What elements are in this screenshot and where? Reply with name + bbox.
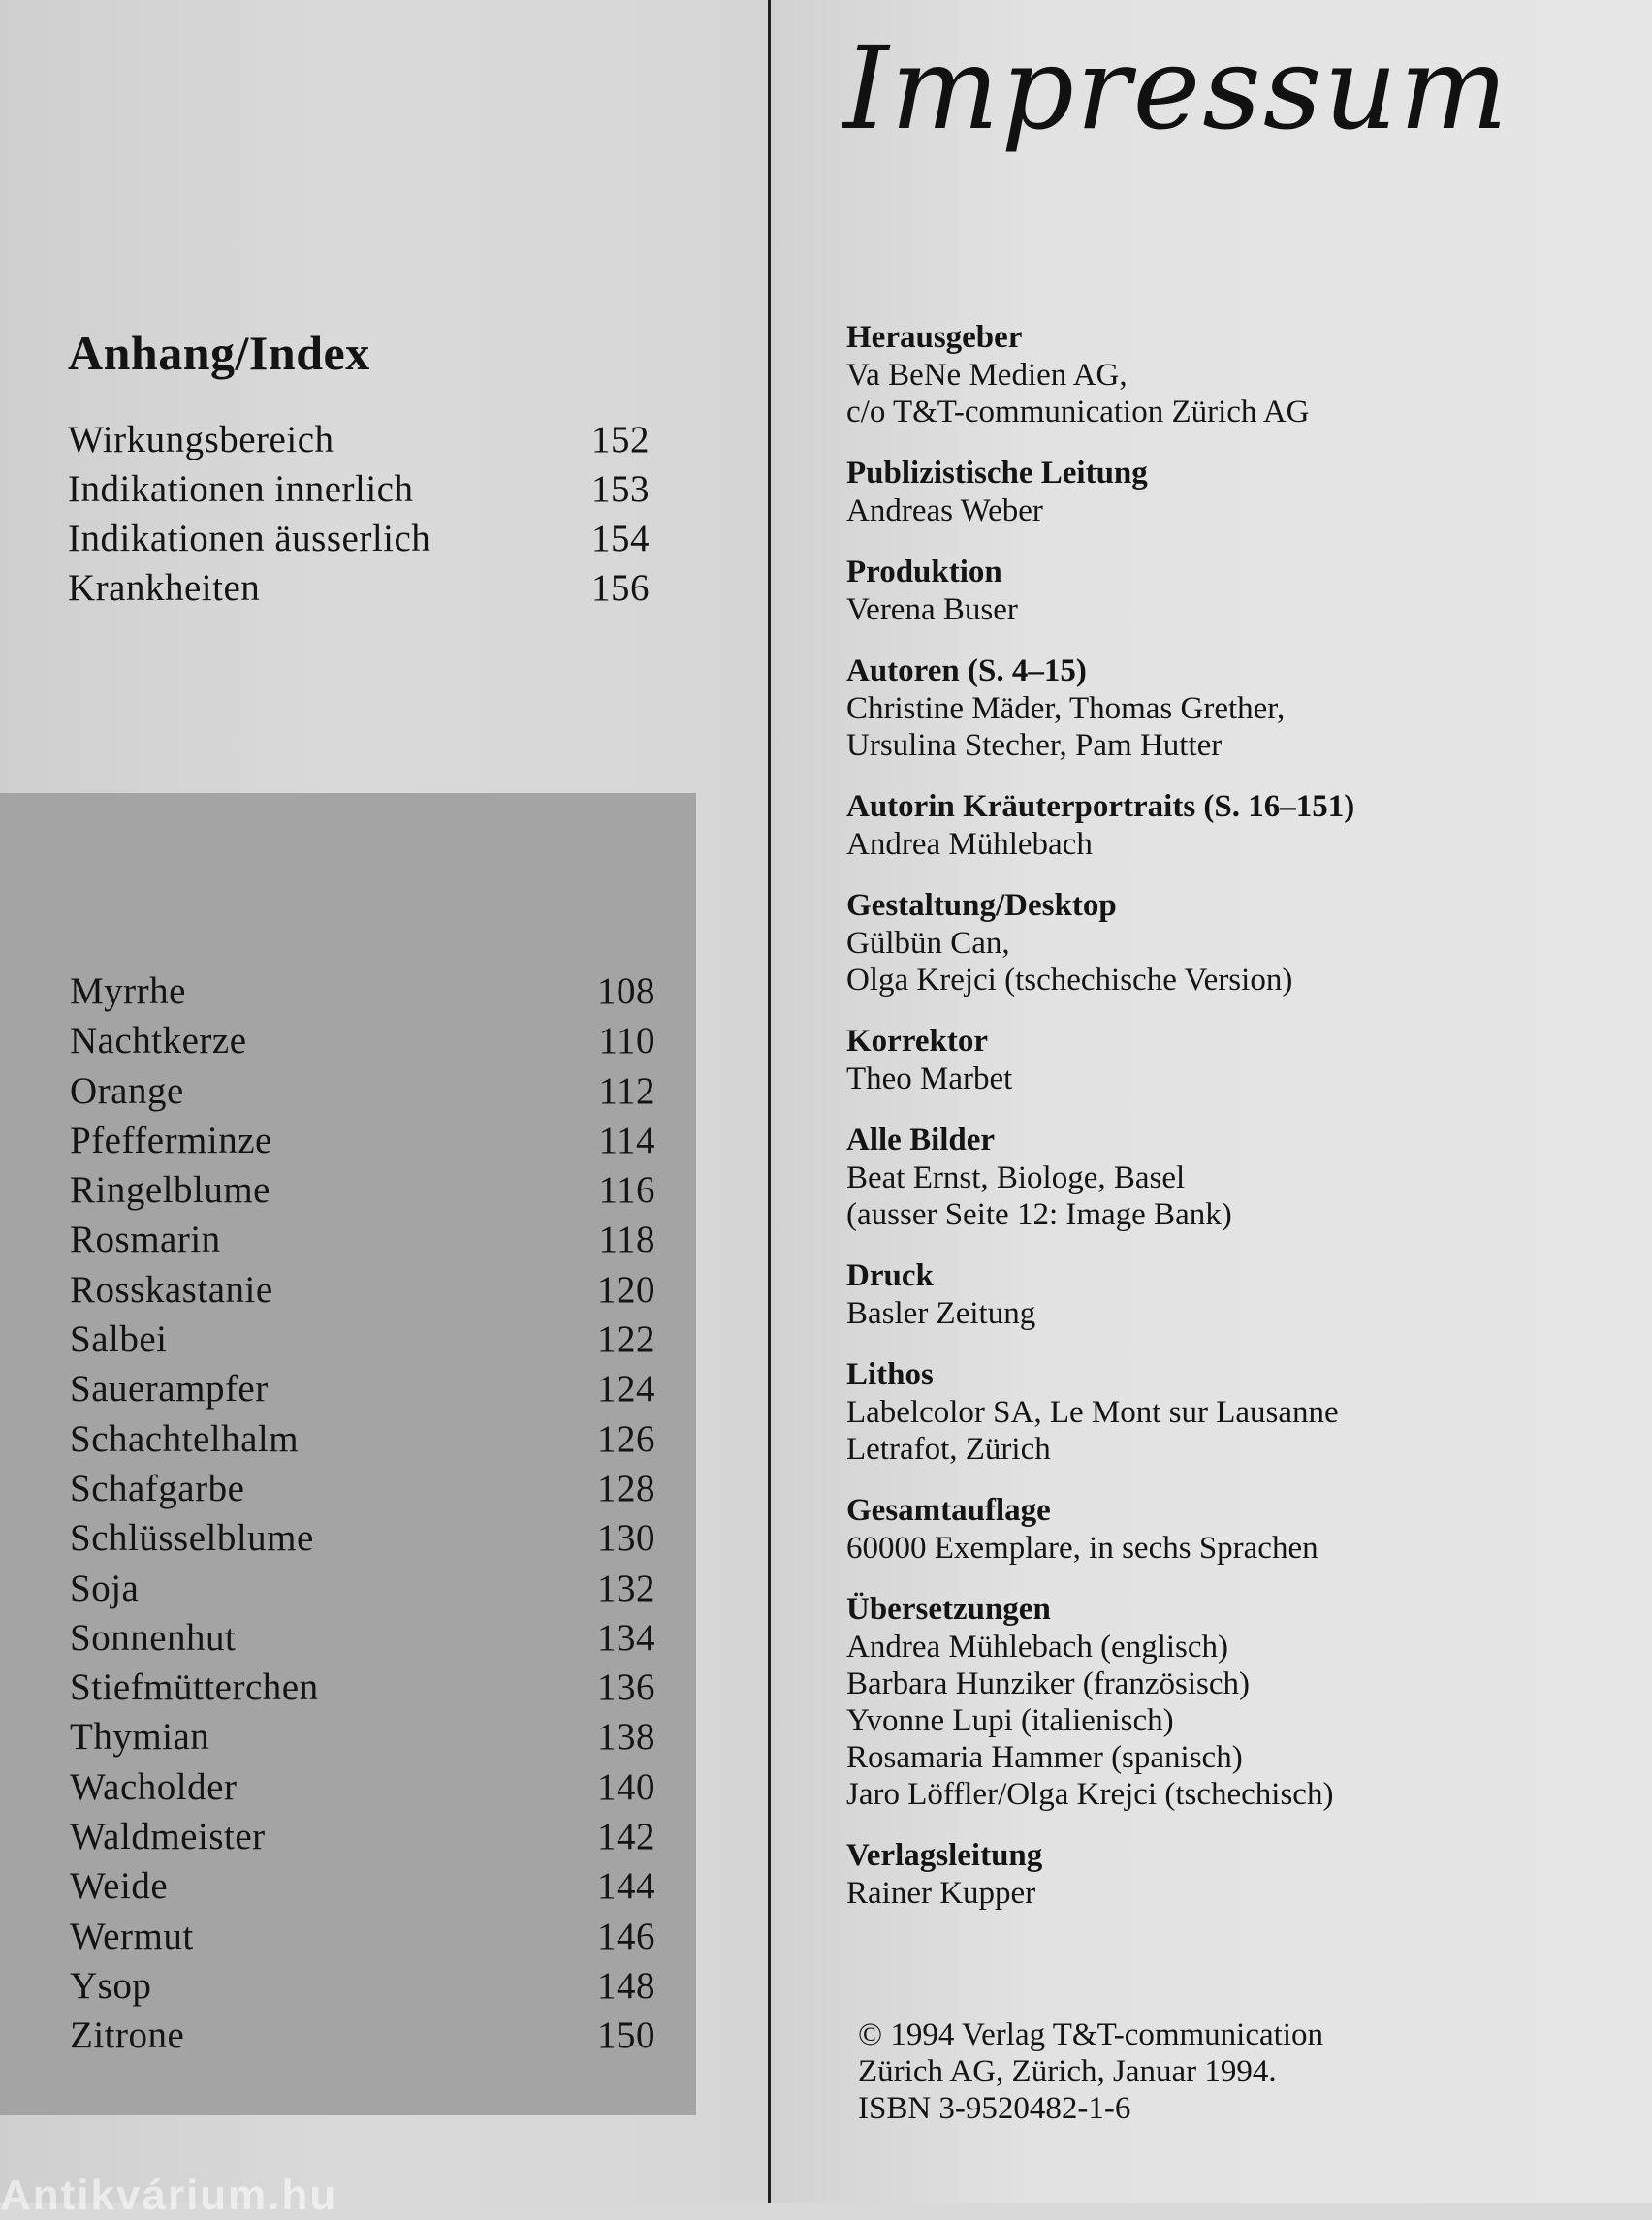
impressum-section	[846, 787, 1525, 863]
herb-index-entry	[70, 1613, 655, 1663]
impressum-section	[846, 1590, 1525, 1813]
herb-page-number: 114	[598, 1119, 655, 1161]
impressum-section-line: Yvonne Lupi (italienisch)	[846, 1703, 1174, 1738]
impressum-section	[846, 1355, 1525, 1468]
copyright-line: Zürich AG, Zürich, Januar 1994.	[858, 2054, 1277, 2089]
impressum-section-line: Letrafot, Zürich	[846, 1432, 1051, 1467]
herb-page-number: 126	[597, 1417, 655, 1460]
impressum-section-heading: Produktion	[846, 555, 1002, 589]
herb-index-entry	[70, 1016, 655, 1065]
herb-index-entry	[70, 1961, 655, 2011]
anhang-index-heading: Anhang/Index	[68, 326, 370, 380]
herb-index-entry	[70, 1414, 655, 1464]
impressum-section-heading: Druck	[846, 1258, 934, 1293]
copyright-line: © 1994 Verlag T&T-communication	[858, 2017, 1323, 2052]
herb-page-number: 148	[597, 1964, 655, 2007]
herb-index-entry	[70, 1513, 655, 1563]
herb-name: Sonnenhut	[70, 1616, 237, 1659]
impressum-section-line: Beat Ernst, Biologe, Basel	[846, 1160, 1186, 1195]
impressum-section-heading: Herausgeber	[846, 320, 1023, 355]
impressum-section-line: Verena Buser	[846, 592, 1018, 627]
index-entry-label: Indikationen äusserlich	[68, 518, 431, 559]
impressum-credits	[846, 318, 1525, 1935]
impressum-section-line: Labelcolor SA, Le Mont sur Lausanne	[846, 1395, 1339, 1430]
impressum-section-heading: Gestaltung/Desktop	[846, 888, 1117, 923]
index-entry	[68, 415, 650, 464]
impressum-section-line: Jaro Löffler/Olga Krejci (tschechisch)	[846, 1777, 1334, 1812]
herb-index-entry	[70, 1464, 655, 1513]
index-entry-label: Krankheiten	[68, 567, 261, 609]
herb-index-entry	[70, 1315, 655, 1364]
impressum-section-line: Barbara Hunziker (französisch)	[846, 1666, 1250, 1701]
herb-index-entry	[70, 1564, 655, 1613]
herb-page-number: 140	[597, 1765, 655, 1808]
herb-name: Pfefferminze	[70, 1119, 272, 1161]
index-entry-page: 156	[591, 567, 650, 609]
impressum-section	[846, 886, 1525, 999]
impressum-section-line: Andrea Mühlebach	[846, 827, 1093, 862]
herb-page-number: 124	[597, 1368, 655, 1411]
impressum-section-line: Andreas Weber	[846, 493, 1043, 528]
herb-name: Schafgarbe	[70, 1467, 245, 1509]
impressum-section-heading: Korrektor	[846, 1024, 989, 1059]
herb-name: Sauerampfer	[70, 1368, 269, 1411]
herb-index-entry	[70, 1165, 655, 1215]
impressum-section-line: c/o T&T-communication Zürich AG	[846, 395, 1310, 429]
herb-index-entry	[70, 1215, 655, 1264]
index-entry-page: 152	[591, 419, 650, 460]
herb-index-entry	[70, 967, 655, 1016]
herb-index-entry	[70, 1364, 655, 1413]
index-entry	[68, 514, 650, 563]
herb-name: Weide	[70, 1865, 169, 1908]
impressum-section-line: Va BeNe Medien AG,	[846, 358, 1128, 393]
herb-page-number: 138	[597, 1716, 655, 1759]
herb-name: Nachtkerze	[70, 1020, 247, 1062]
herb-index-entry	[70, 1912, 655, 1961]
herb-name: Rosskastanie	[70, 1268, 273, 1311]
impressum-section-line: Olga Krejci (tschechische Version)	[846, 963, 1293, 998]
herb-name: Ringelblume	[70, 1169, 270, 1212]
herb-page-number: 136	[597, 1666, 655, 1709]
herb-page-number: 108	[597, 970, 655, 1012]
herb-index-entry	[70, 1116, 655, 1165]
index-entry	[68, 464, 650, 514]
isbn-line: ISBN 3-9520482-1-6	[858, 2091, 1131, 2126]
herb-index-entry	[70, 1066, 655, 1116]
impressum-section-line: Andrea Mühlebach (englisch)	[846, 1630, 1229, 1665]
impressum-section-heading: Autoren (S. 4–15)	[846, 653, 1087, 688]
impressum-section-heading: Verlagsleitung	[846, 1838, 1043, 1873]
impressum-section-line: Basler Zeitung	[846, 1296, 1036, 1331]
herb-page-number: 116	[598, 1169, 655, 1212]
herb-index-entry	[70, 1861, 655, 1911]
impressum-section	[846, 651, 1525, 764]
impressum-section	[846, 1836, 1525, 1912]
index-entry-label: Wirkungsbereich	[68, 419, 334, 460]
herb-name: Myrrhe	[70, 970, 186, 1012]
impressum-section-line: 60000 Exemplare, in sechs Sprachen	[846, 1531, 1318, 1566]
impressum-section-line: Gülbün Can,	[846, 926, 1010, 961]
impressum-section	[846, 1491, 1525, 1567]
herb-page-number: 146	[597, 1915, 655, 1957]
impressum-section-line: Rosamaria Hammer (spanisch)	[846, 1740, 1243, 1775]
herb-page-number: 128	[597, 1467, 655, 1509]
impressum-section	[846, 1022, 1525, 1097]
impressum-title: Impressum	[843, 21, 1510, 155]
herb-page-number: 112	[598, 1069, 655, 1112]
herb-page-number: 130	[597, 1517, 655, 1560]
impressum-section-heading: Publizistische Leitung	[846, 456, 1148, 491]
herb-name: Ysop	[70, 1964, 152, 2007]
index-entry-page: 153	[591, 468, 650, 510]
herb-page-number: 132	[597, 1567, 655, 1609]
herb-name: Schachtelhalm	[70, 1417, 300, 1460]
impressum-section-line: Theo Marbet	[846, 1062, 1013, 1096]
index-entry-page: 154	[591, 518, 650, 559]
herb-name: Stiefmütterchen	[70, 1666, 319, 1709]
herb-index-entry	[70, 1265, 655, 1315]
herb-page-number: 134	[597, 1616, 655, 1659]
herb-index-entry	[70, 2011, 655, 2060]
impressum-section-heading: Alle Bilder	[846, 1123, 996, 1158]
copyright-block	[858, 2016, 1517, 2127]
herb-index-list	[70, 967, 655, 2061]
impressum-section-line: (ausser Seite 12: Image Bank)	[846, 1197, 1232, 1232]
anhang-index-list	[68, 415, 650, 613]
herb-name: Zitrone	[70, 2014, 185, 2057]
impressum-section	[846, 318, 1525, 430]
herb-name: Soja	[70, 1567, 140, 1609]
impressum-section-line: Christine Mäder, Thomas Grether,	[846, 691, 1286, 726]
herb-page-number: 144	[597, 1865, 655, 1908]
herb-page-number: 150	[597, 2014, 655, 2057]
impressum-section	[846, 1121, 1525, 1233]
watermark: Antikvárium.hu	[0, 2172, 338, 2219]
herb-name: Orange	[70, 1069, 184, 1112]
herb-name: Wacholder	[70, 1765, 238, 1808]
herb-index-entry	[70, 1663, 655, 1712]
herb-page-number: 120	[597, 1268, 655, 1311]
index-entry	[68, 563, 650, 613]
impressum-section-line: Ursulina Stecher, Pam Hutter	[846, 728, 1223, 763]
page-gutter-line	[768, 0, 771, 2203]
impressum-section	[846, 1256, 1525, 1332]
herb-index-entry	[70, 1812, 655, 1861]
herb-index-entry	[70, 1762, 655, 1812]
herb-name: Thymian	[70, 1716, 210, 1759]
index-entry-label: Indikationen innerlich	[68, 468, 414, 510]
impressum-section-line: Rainer Kupper	[846, 1876, 1036, 1911]
herb-page-number: 122	[597, 1318, 655, 1361]
herb-name: Schlüsselblume	[70, 1517, 314, 1560]
herb-name: Wermut	[70, 1915, 194, 1957]
impressum-section	[846, 553, 1525, 628]
herb-name: Waldmeister	[70, 1816, 266, 1858]
herb-name: Salbei	[70, 1318, 168, 1361]
herb-name: Rosmarin	[70, 1219, 221, 1261]
impressum-section-heading: Übersetzungen	[846, 1592, 1051, 1627]
herb-page-number: 110	[598, 1020, 655, 1062]
impressum-section-heading: Autorin Kräuterportraits (S. 16–151)	[846, 789, 1355, 824]
herb-page-number: 142	[597, 1816, 655, 1858]
herb-page-number: 118	[598, 1219, 655, 1261]
impressum-section	[846, 454, 1525, 529]
impressum-section-heading: Lithos	[846, 1357, 934, 1392]
impressum-section-heading: Gesamtauflage	[846, 1493, 1051, 1528]
herb-index-entry	[70, 1712, 655, 1761]
